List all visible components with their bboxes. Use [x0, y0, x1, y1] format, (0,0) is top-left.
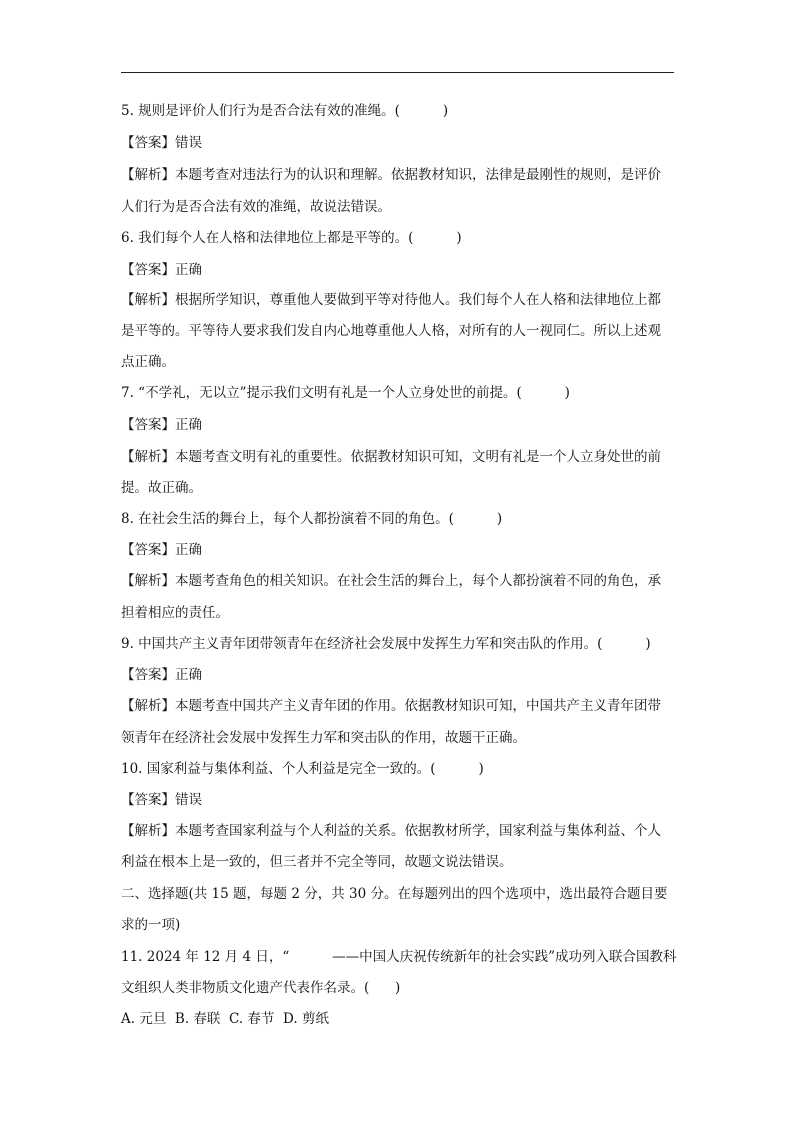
- answer-9: 【答案】正确: [121, 667, 202, 683]
- question-6: 6. 我们每个人在人格和法律地位上都是平等的。( ): [121, 230, 462, 246]
- answer-8: 【答案】正确: [121, 542, 202, 558]
- question-11-line-1: 11. 2024 年 12 月 4 日，“ ——中国人庆祝传统新年的社会实践”成功列入联合国教科: [121, 949, 677, 965]
- answer-5: 【答案】错误: [121, 135, 202, 151]
- header-rule: [121, 72, 674, 73]
- answer-6: 【答案】正确: [121, 262, 202, 278]
- analysis-7-line-2: 提。故正确。: [121, 480, 202, 496]
- answer-7: 【答案】正确: [121, 417, 202, 433]
- analysis-9-line-2: 领青年在经济社会发展中发挥生力军和突击队的作用，故题干正确。: [121, 730, 526, 746]
- question-5: 5. 规则是评价人们行为是否合法有效的准绳。( ): [121, 103, 449, 119]
- analysis-7-line-1: 【解析】本题考查文明有礼的重要性。依据教材知识可知，文明有礼是一个人立身处世的前: [121, 449, 661, 465]
- analysis-5-line-1: 【解析】本题考查对违法行为的认识和理解。依据教材知识，法律是最刚性的规则，是评价: [121, 167, 661, 183]
- question-9: 9. 中国共产主义青年团带领青年在经济社会发展中发挥生力军和突击队的作用。( ): [121, 636, 651, 652]
- analysis-10-line-2: 利益在根本上是一致的，但三者并不完全等同，故题文说法错误。: [121, 854, 513, 870]
- answer-10: 【答案】错误: [121, 792, 202, 808]
- question-8: 8. 在社会生活的舞台上，每个人都扮演着不同的角色。( ): [121, 511, 503, 527]
- analysis-6-line-3: 点正确。: [121, 354, 175, 370]
- analysis-8-line-1: 【解析】本题考查角色的相关知识。在社会生活的舞台上，每个人都扮演着不同的角色，承: [121, 573, 661, 589]
- analysis-5-line-2: 人们行为是否合法有效的准绳，故说法错误。: [121, 199, 391, 215]
- analysis-10-line-1: 【解析】本题考查国家利益与个人利益的关系。依据教材所学，国家利益与集体利益、个人: [121, 823, 661, 839]
- question-11-options: A. 元旦 B. 春联 C. 春节 D. 剪纸: [121, 1011, 329, 1027]
- analysis-6-line-2: 是平等的。平等待人要求我们发自内心地尊重他人人格，对所有的人一视同仁。所以上述观: [121, 323, 661, 339]
- section-2-heading-line-2: 求的一项): [121, 917, 181, 933]
- analysis-9-line-1: 【解析】本题考查中国共产主义青年团的作用。依据教材知识可知，中国共产主义青年团带: [121, 698, 661, 714]
- question-10: 10. 国家利益与集体利益、个人利益是完全一致的。( ): [121, 761, 484, 777]
- analysis-6-line-1: 【解析】根据所学知识，尊重他人要做到平等对待他人。我们每个人在人格和法律地位上都: [121, 292, 661, 308]
- question-7: 7. “不学礼，无以立”提示我们文明有礼是一个人立身处世的前提。( ): [121, 385, 570, 401]
- question-11-line-2: 文组织人类非物质文化遗产代表作名录。( ): [121, 980, 401, 996]
- section-2-heading-line-1: 二、选择题(共 15 题，每题 2 分，共 30 分。在每题列出的四个选项中，选出最符合题目要: [121, 886, 668, 902]
- analysis-8-line-2: 担着相应的责任。: [121, 605, 229, 621]
